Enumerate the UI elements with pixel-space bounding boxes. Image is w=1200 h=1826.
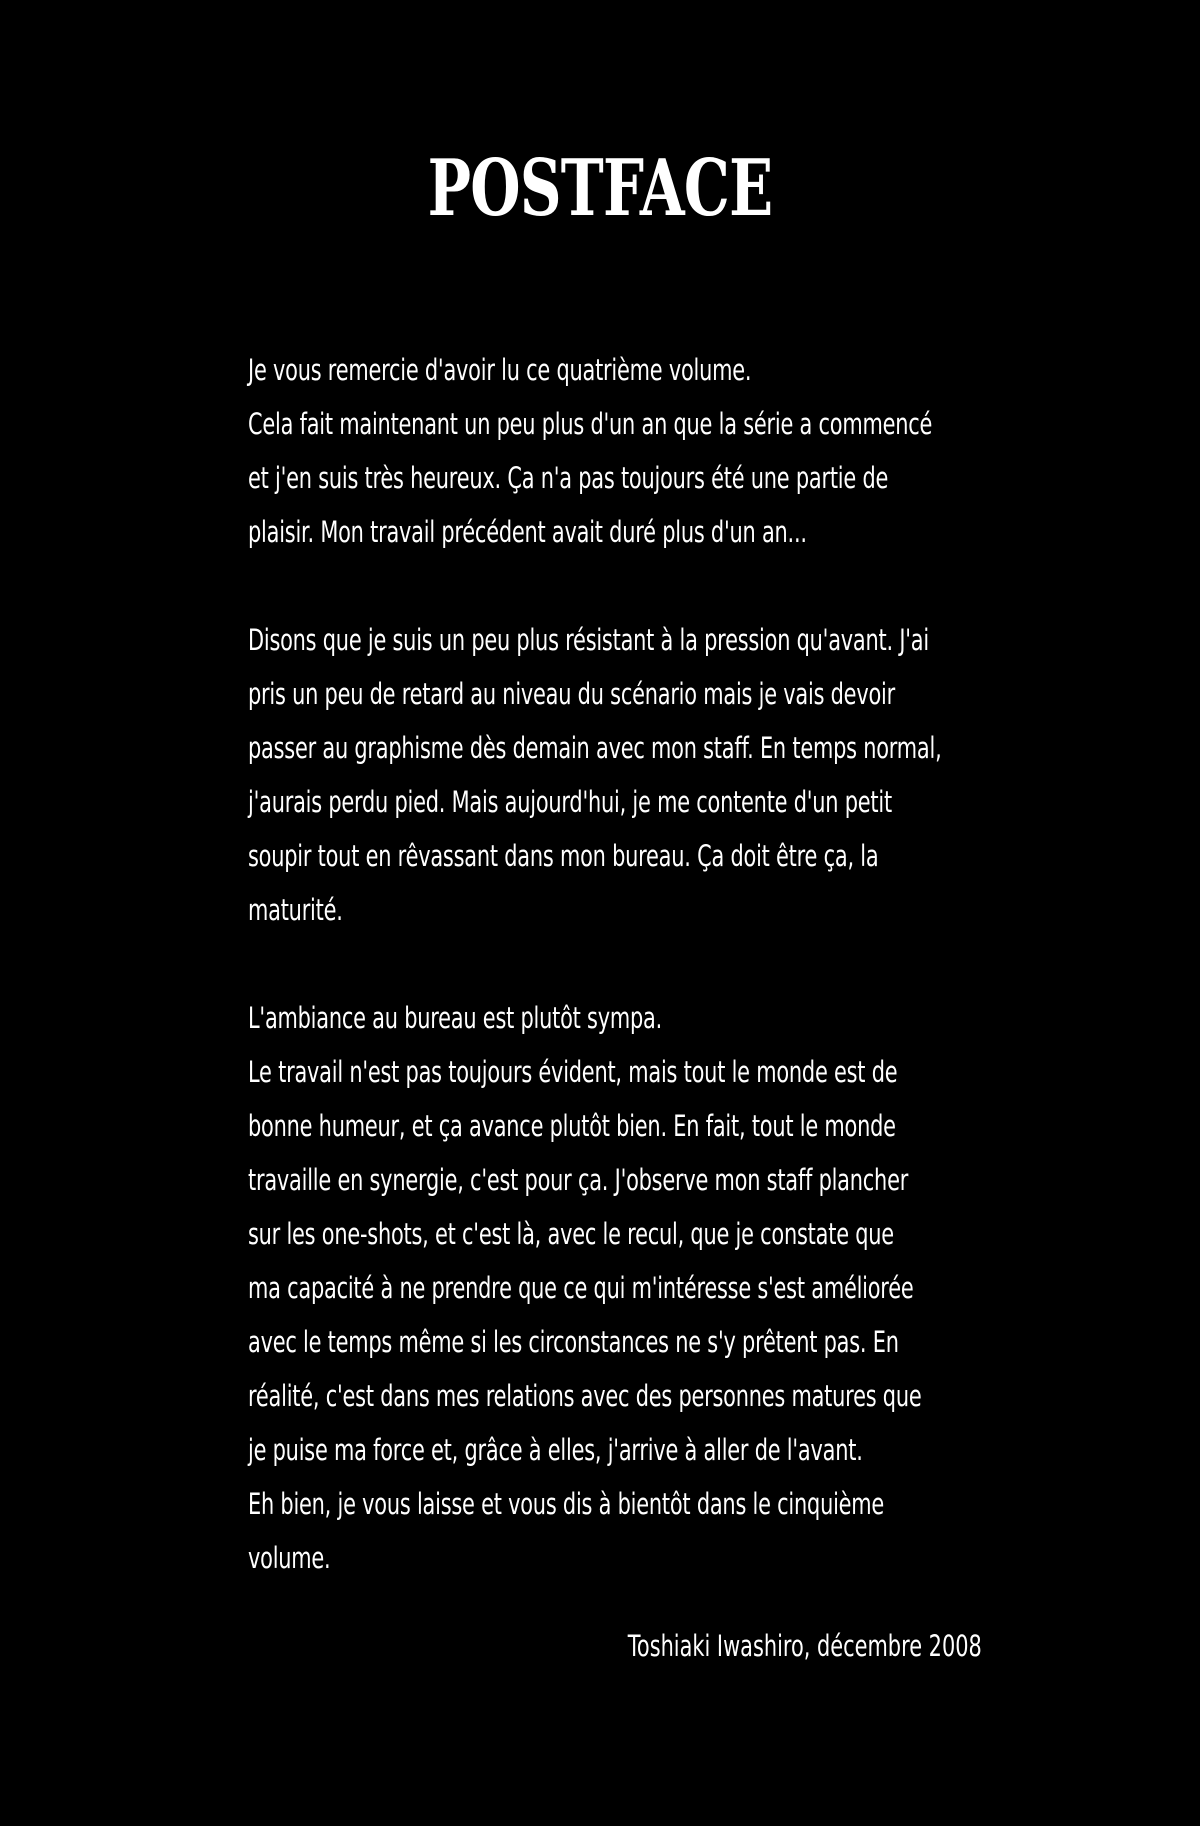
body-line: bonne humeur, et ça avance plutôt bien. En fait, tout le monde: [248, 1109, 896, 1143]
body-line: travaille en synergie, c'est pour ça. J'observe mon staff plancher: [248, 1163, 909, 1197]
paragraph-break: [248, 937, 982, 991]
body-line: Le travail n'est pas toujours évident, mais tout le monde est de: [248, 1055, 898, 1089]
postface-body: [248, 343, 982, 1585]
body-line: et j'en suis très heureux. Ça n'a pas toujours été une partie de: [248, 461, 889, 495]
body-line: Disons que je suis un peu plus résistant à la pression qu'avant. J'ai: [248, 623, 929, 657]
body-line: plaisir. Mon travail précédent avait duré plus d'un an...: [248, 515, 807, 549]
body-line: Cela fait maintenant un peu plus d'un an que la série a commencé: [248, 407, 933, 441]
body-line: sur les one-shots, et c'est là, avec le recul, que je constate que: [248, 1217, 894, 1251]
paragraph-break: [248, 559, 982, 613]
body-line: L'ambiance au bureau est plutôt sympa.: [248, 1001, 663, 1035]
author-signature: Toshiaki Iwashiro, décembre 2008: [627, 1629, 982, 1663]
body-line: Je vous remercie d'avoir lu ce quatrième volume.: [248, 353, 752, 387]
body-line: j'aurais perdu pied. Mais aujourd'hui, je me contente d'un petit: [248, 785, 892, 819]
body-line: Eh bien, je vous laisse et vous dis à bientôt dans le cinquième: [248, 1487, 885, 1521]
body-line: avec le temps même si les circonstances ne s'y prêtent pas. En: [248, 1325, 899, 1359]
body-line: volume.: [248, 1541, 331, 1575]
page-title: POSTFACE: [427, 143, 773, 234]
body-line: ma capacité à ne prendre que ce qui m'intéresse s'est améliorée: [248, 1271, 914, 1305]
body-line: réalité, c'est dans mes relations avec des personnes matures que: [248, 1379, 922, 1413]
body-line: maturité.: [248, 893, 343, 927]
body-line: soupir tout en rêvassant dans mon bureau. Ça doit être ça, la: [248, 839, 879, 873]
body-line: pris un peu de retard au niveau du scénario mais je vais devoir: [248, 677, 895, 711]
body-line: passer au graphisme dès demain avec mon staff. En temps normal,: [248, 731, 942, 765]
body-line: je puise ma force et, grâce à elles, j'arrive à aller de l'avant.: [248, 1433, 863, 1467]
